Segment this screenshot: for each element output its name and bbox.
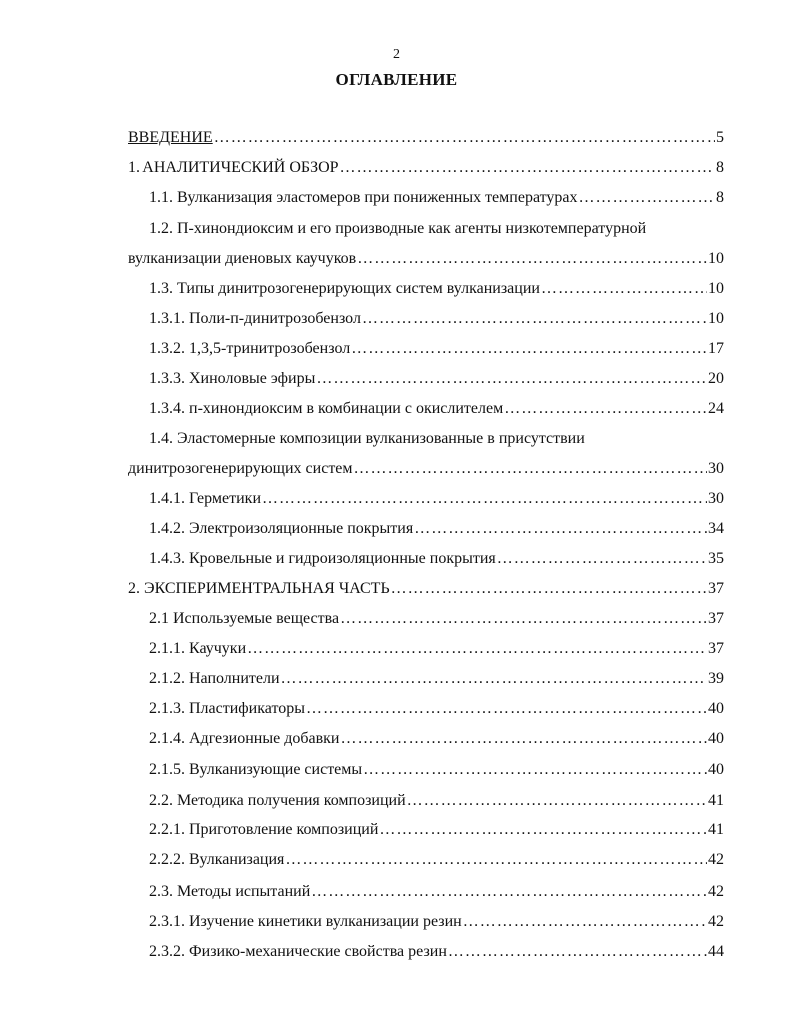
dot-leader xyxy=(351,338,707,360)
toc-entry-page: 42 xyxy=(708,883,724,900)
dot-leader xyxy=(448,941,707,963)
toc-entry-page: 10 xyxy=(708,310,724,327)
toc-entry-page: 30 xyxy=(708,460,724,477)
toc-entry-s1-4[interactable] xyxy=(128,458,724,480)
toc-entry-page: 37 xyxy=(708,640,724,657)
toc-entry-page: 40 xyxy=(708,730,724,747)
toc-entry-s2-1[interactable] xyxy=(149,608,724,630)
toc-entry-s2-2[interactable] xyxy=(149,790,724,812)
toc-entry-text: 2.1 Используемые вещества xyxy=(149,610,340,627)
toc-entry-text: 1.4.1. Герметики xyxy=(149,490,262,507)
toc-entry-text: ВВЕДЕНИЕ xyxy=(128,129,213,146)
toc-entry-page: 5 xyxy=(716,129,724,146)
toc-entry-text: 1.3.1. Поли-п-динитрозобензол xyxy=(149,310,361,327)
dot-leader xyxy=(306,698,707,720)
toc-entry-page: 20 xyxy=(708,370,724,387)
toc-entry-s1-3-3[interactable] xyxy=(149,368,724,390)
dot-leader xyxy=(414,518,707,540)
toc-entry-text: 2.1.1. Каучуки xyxy=(149,640,247,657)
toc-entry-text: 1.4.2. Электроизоляционные покрытия xyxy=(149,520,414,537)
dot-leader xyxy=(340,728,707,750)
toc-entry-text: 2.2. Методика получения композиций xyxy=(149,792,406,809)
toc-entry-s2[interactable] xyxy=(128,578,724,600)
toc-entry-page: 17 xyxy=(708,340,724,357)
toc-entry-s2-1-4[interactable] xyxy=(149,728,724,750)
toc-entry-page: 37 xyxy=(708,610,724,627)
toc-entry-s2-3-2[interactable] xyxy=(149,941,724,963)
toc-entry-s1-3[interactable] xyxy=(149,278,724,300)
toc-entry-text: 1.3.2. 1,3,5-тринитрозобензол xyxy=(149,340,351,357)
toc-entry-s1-2-line1[interactable]: 1.2. П-хинондиоксим и его производные как агенты низкотемпературной xyxy=(149,220,647,237)
toc-entry-text: 2.1.5. Вулканизующие системы xyxy=(149,761,363,778)
dot-leader xyxy=(340,608,707,630)
dot-leader xyxy=(247,638,707,660)
toc-entry-page: 41 xyxy=(708,792,724,809)
toc-entry-text: 2.2.1. Приготовление композиций xyxy=(149,821,379,838)
dot-leader xyxy=(285,849,707,871)
toc-entry-text: вулканизации диеновых каучуков xyxy=(128,250,357,267)
toc-entry-text: 2.1.3. Пластификаторы xyxy=(149,700,305,717)
toc-entry-s1-3-4[interactable] xyxy=(149,398,724,420)
toc-entry-text: 2.1.2. Наполнители xyxy=(149,670,280,687)
toc-entry-text: 2.3.2. Физико-механические свойства резин xyxy=(149,943,447,960)
dot-leader xyxy=(340,157,715,179)
dot-leader xyxy=(463,911,707,933)
toc-entry-s2-1-1[interactable] xyxy=(149,638,724,660)
toc-entry-text: 1.3. Типы динитрозогенерирующих систем вулканизации xyxy=(149,280,540,297)
toc-entry-s2-3[interactable] xyxy=(149,881,724,903)
toc-entry-s2-1-5[interactable] xyxy=(149,759,724,781)
toc-entry-s1-4-line1[interactable]: 1.4. Эластомерные композиции вулканизованные в присутствии xyxy=(149,430,585,447)
toc-entry-text: АНАЛИТИЧЕСКИЙ ОБЗОР xyxy=(142,159,339,176)
toc-entry-s1-4-3[interactable] xyxy=(149,548,724,570)
toc-entry-page: 8 xyxy=(716,159,724,176)
toc-entry-s1-4-1[interactable] xyxy=(149,488,724,510)
toc-entry-page: 42 xyxy=(708,913,724,930)
dot-leader xyxy=(541,278,707,300)
toc-entry-page: 10 xyxy=(708,280,724,297)
dot-leader xyxy=(497,548,707,570)
toc-entry-text: 2.2.2. Вулканизация xyxy=(149,851,285,868)
toc-entry-s1-3-1[interactable] xyxy=(149,308,724,330)
toc-entry-page: 44 xyxy=(708,943,724,960)
dot-leader xyxy=(362,308,707,330)
toc-entry-s1-4-2[interactable] xyxy=(149,518,724,540)
toc-entry-text: 1.1. Вулканизация эластомеров при пониженных температурах xyxy=(149,189,578,206)
toc-entry-s2-3-1[interactable] xyxy=(149,911,724,933)
toc-entry-page: 42 xyxy=(708,851,724,868)
toc-entry-page: 8 xyxy=(716,189,724,206)
toc-entry-page: 24 xyxy=(708,400,724,417)
toc-entry-s1-1[interactable] xyxy=(149,187,724,209)
dot-leader xyxy=(281,668,707,690)
toc-entry-page: 35 xyxy=(708,550,724,567)
dot-leader xyxy=(357,248,707,270)
toc-entry-page: 37 xyxy=(708,580,724,597)
dot-leader xyxy=(504,398,707,420)
toc-entry-text: 2.3. Методы испытаний xyxy=(149,883,311,900)
page-number: 2 xyxy=(393,47,400,62)
dot-leader xyxy=(316,368,707,390)
toc-entry-number: 1. xyxy=(128,159,140,176)
toc-entry-page: 40 xyxy=(708,700,724,717)
dot-leader xyxy=(579,187,715,209)
dot-leader xyxy=(311,881,707,903)
toc-entry-s2-2-1[interactable] xyxy=(149,819,724,841)
toc-entry-text: 1.4.3. Кровельные и гидроизоляционные покрытия xyxy=(149,550,496,567)
toc-entry-page: 10 xyxy=(708,250,724,267)
toc-entry-s1[interactable] xyxy=(128,157,724,179)
toc-entry-s1-3-2[interactable] xyxy=(149,338,724,360)
dot-leader xyxy=(262,488,707,510)
dot-leader xyxy=(363,759,707,781)
toc-entry-page: 40 xyxy=(708,761,724,778)
toc-entry-page: 39 xyxy=(708,670,724,687)
toc-entry-page: 41 xyxy=(708,821,724,838)
toc-entry-s2-2-2[interactable] xyxy=(149,849,724,871)
toc-entry-text: 2.3.1. Изучение кинетики вулканизации резин xyxy=(149,913,462,930)
dot-leader xyxy=(407,790,707,812)
toc-entry-text: 2.1.4. Адгезионные добавки xyxy=(149,730,340,747)
toc-entry-text: 2. ЭКСПЕРИМЕНТРАЛЬНАЯ ЧАСТЬ xyxy=(128,580,390,597)
dot-leader xyxy=(354,458,707,480)
toc-entry-s2-1-2[interactable] xyxy=(149,668,724,690)
toc-entry-s1-2[interactable] xyxy=(128,248,724,270)
dot-leader xyxy=(391,578,707,600)
toc-entry-s2-1-3[interactable] xyxy=(149,698,724,720)
toc-entry-intro[interactable] xyxy=(128,127,724,149)
toc-entry-text: 1.3.3. Хиноловые эфиры xyxy=(149,370,316,387)
toc-entry-text: динитрозогенерирующих систем xyxy=(128,460,353,477)
toc-entry-page: 34 xyxy=(708,520,724,537)
dot-leader xyxy=(214,127,715,149)
page-title: ОГЛАВЛЕНИЕ xyxy=(335,70,458,89)
dot-leader xyxy=(379,819,707,841)
toc-entry-page: 30 xyxy=(708,490,724,507)
toc-entry-text: 1.3.4. п-хинондиоксим в комбинации с окислителем xyxy=(149,400,504,417)
